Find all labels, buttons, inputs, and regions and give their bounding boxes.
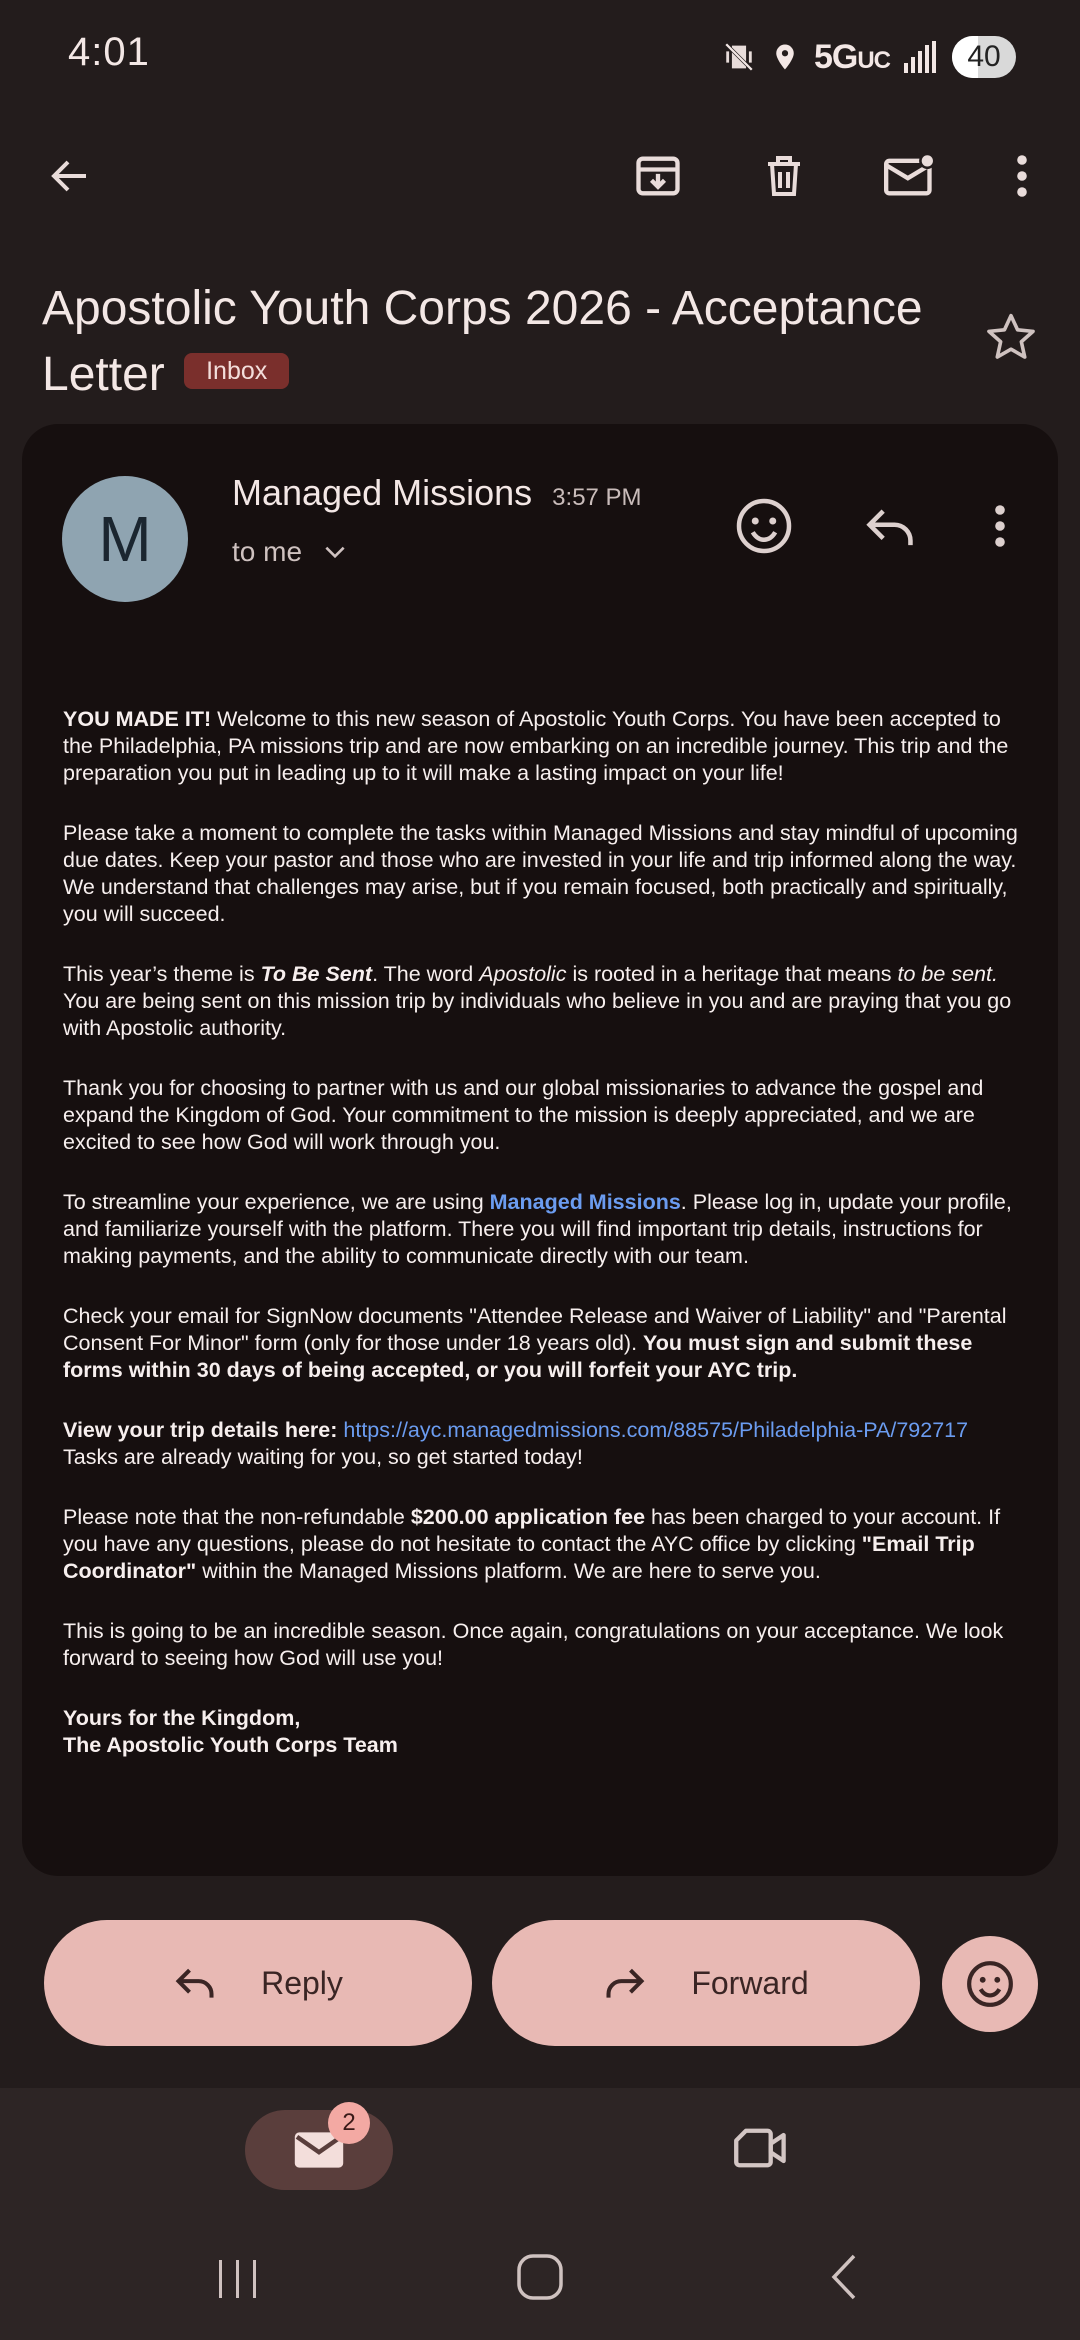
more-vert-icon: [992, 502, 1008, 550]
emoji-icon: [965, 1959, 1015, 2009]
body-paragraph: Check your email for SignNow documents "Attendee Release and Waiver of Liability" and "Parental Consent For Minor" form (only for those under 18 years old). You must sign and submit these forms within 30 days of being accepted, or you will forfeit your AYC trip.: [63, 1304, 1007, 1382]
archive-button[interactable]: [622, 140, 694, 212]
location-icon: [770, 40, 800, 74]
status-time: 4:01: [68, 30, 150, 74]
body-paragraph: Thank you for choosing to partner with us and our global missionaries to advance the gospel and expand the Kingdom of God. Your commitment to the mission is deeply appreciated, and we are excited to see how God will work through you.: [63, 1076, 984, 1154]
sender-line: [232, 472, 642, 514]
vibrate-mute-icon: [722, 40, 756, 74]
delete-icon: [760, 150, 808, 202]
trip-details-link[interactable]: https://ayc.managedmissions.com/88575/Philadelphia-PA/792717: [343, 1418, 969, 1442]
reply-icon-button[interactable]: [862, 502, 918, 552]
mark-unread-button[interactable]: [874, 140, 946, 212]
signal-icon: [904, 41, 938, 73]
body-paragraph: YOU MADE IT! Welcome to this new season of Apostolic Youth Corps. You have been accepted to the Philadelphia, PA missions trip and are now embarking on an incredible journey. This trip and the preparation you put in leading up to it will make a lasting impact on your life!: [63, 707, 1009, 785]
body-paragraph: This is going to be an incredible season. Once again, congratulations on your acceptance. We look forward to seeing how God will use you!: [63, 1619, 1004, 1670]
battery-indicator: 40: [952, 36, 1016, 78]
email-body: [63, 706, 1023, 1792]
forward-label: Forward: [691, 1964, 809, 2001]
network-type: 5GUC: [813, 37, 890, 76]
body-paragraph: To streamline your experience, we are using Managed Missions. Please log in, update your profile, and familiarize yourself with the platform. There you will find important trip details, instructions for making payments, and the ability to communicate directly with our team.: [63, 1190, 1012, 1268]
subject-text: Apostolic Youth Corps 2026 - Acceptance Letter: [42, 282, 923, 401]
chevron-down-icon: [322, 543, 348, 561]
nav-meet-tab[interactable]: [733, 2122, 789, 2174]
reply-icon: [862, 502, 918, 552]
star-button[interactable]: [984, 310, 1038, 364]
managed-missions-link[interactable]: Managed Missions: [489, 1190, 681, 1214]
forward-icon: [603, 1964, 647, 2002]
message-time: 3:57 PM: [552, 484, 642, 511]
home-button[interactable]: [516, 2252, 564, 2302]
sender-avatar[interactable]: M: [62, 476, 188, 602]
email-subject: [42, 276, 942, 408]
back-chevron-icon: [826, 2252, 860, 2302]
body-paragraph: This year’s theme is To Be Sent. The word Apostolic is rooted in a heritage that means to be sent. You are being sent on this mission trip by individuals who believe in you and are praying that you go with Apostolic authority.: [63, 962, 1012, 1040]
sender-name[interactable]: Managed Missions: [232, 472, 533, 513]
body-paragraph: Please take a moment to complete the tasks within Managed Missions and stay mindful of upcoming due dates. Keep your pastor and those who are invested in your life and trip informed along the way. We understand that challenges may arise, but if you remain focused, both practically and spiritually, you will succeed.: [63, 821, 1018, 926]
back-arrow-icon: [46, 152, 94, 200]
mark-unread-icon: [881, 150, 939, 202]
reply-button[interactable]: [44, 1920, 472, 2046]
body-paragraph: View your trip details here: https://ayc.managedmissions.com/88575/Philadelphia-PA/792717 Tasks are already waiting for you, so get started today!: [63, 1418, 969, 1469]
inbox-label-chip[interactable]: Inbox: [184, 353, 289, 389]
react-emoji-button[interactable]: [734, 496, 794, 556]
video-camera-icon: [733, 2122, 789, 2174]
recipient-details-toggle[interactable]: [232, 536, 348, 568]
system-back-button[interactable]: [826, 2252, 860, 2302]
reply-icon: [173, 1964, 217, 2002]
back-button[interactable]: [34, 140, 106, 212]
status-icons: [722, 36, 1016, 78]
nav-mail-tab[interactable]: [245, 2110, 393, 2190]
archive-icon: [632, 150, 684, 202]
more-options-button[interactable]: [986, 140, 1058, 212]
unread-count-badge: 2: [328, 2102, 370, 2144]
bottom-navigation: [0, 2088, 1080, 2340]
star-icon: [984, 310, 1038, 364]
more-vert-icon: [1014, 152, 1030, 200]
home-icon: [516, 2252, 564, 2302]
recent-apps-button[interactable]: [214, 2258, 262, 2300]
recipient-text: to me: [232, 536, 303, 567]
reply-label: Reply: [261, 1964, 343, 2001]
recents-icon: [214, 2258, 262, 2300]
emoji-reaction-button[interactable]: [942, 1936, 1038, 2032]
forward-button[interactable]: [492, 1920, 920, 2046]
delete-button[interactable]: [748, 140, 820, 212]
signature: Yours for the Kingdom, The Apostolic Youth Corps Team: [63, 1706, 398, 1757]
message-more-button[interactable]: [992, 502, 1008, 550]
emoji-icon: [734, 496, 794, 556]
body-paragraph: Please note that the non-refundable $200.00 application fee has been charged to your account. If you have any questions, please do not hesitate to contact the AYC office by clicking "Email Trip Coordinator" within the Managed Missions platform. We are here to serve you.: [63, 1505, 1001, 1583]
